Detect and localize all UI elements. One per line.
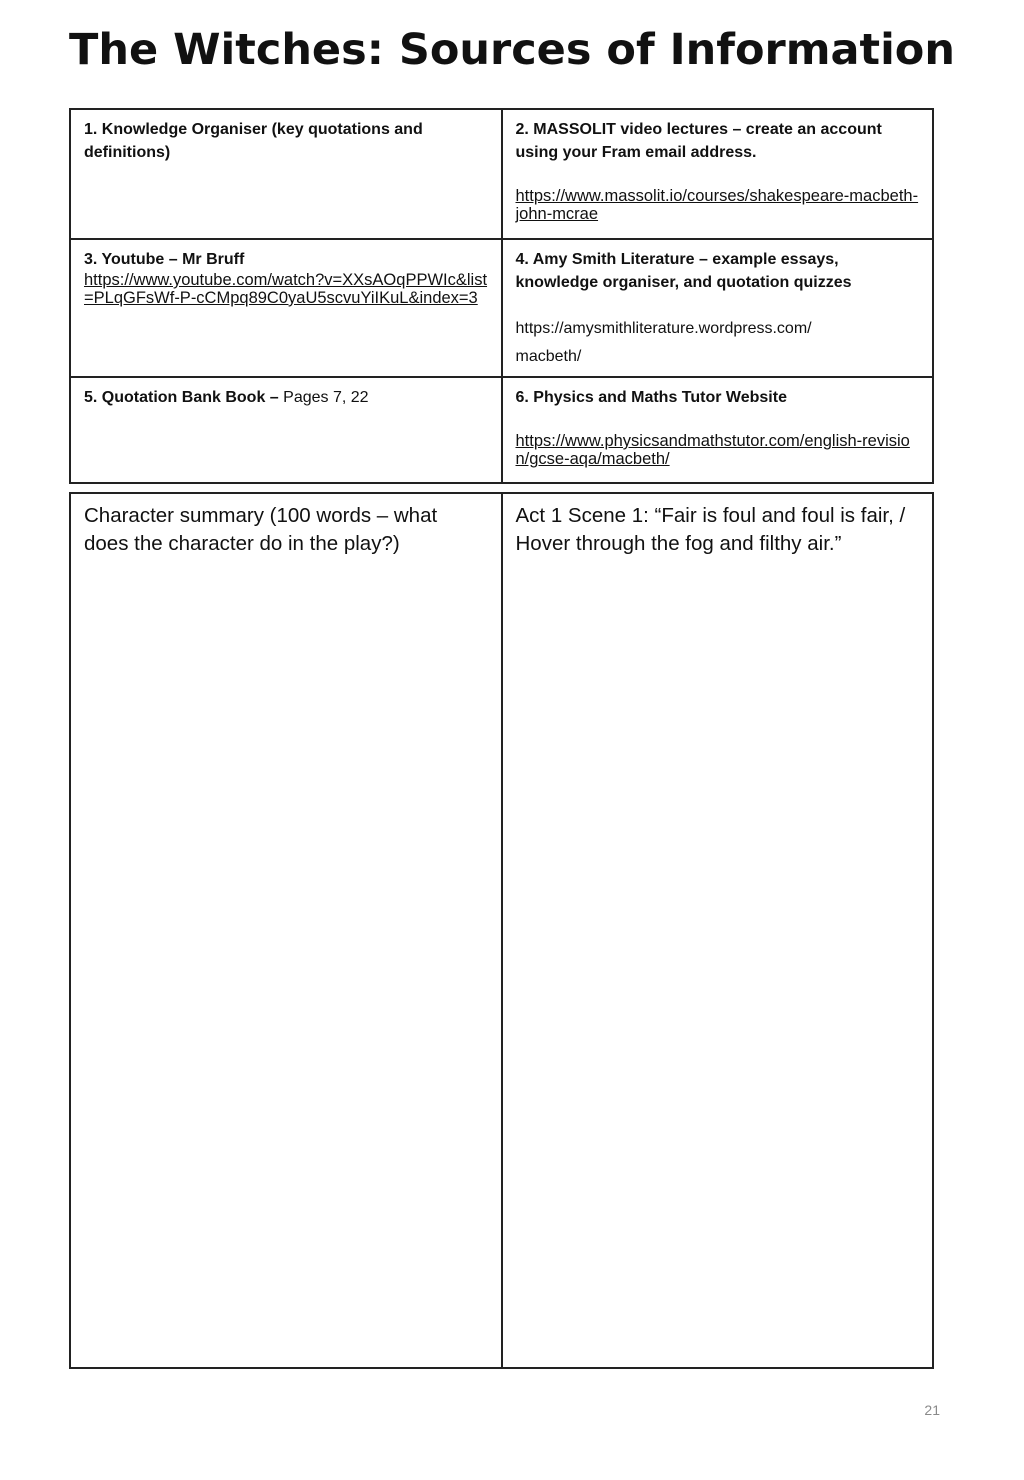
source-cell-quotation-bank bbox=[70, 377, 502, 483]
source-cell-pmt bbox=[502, 377, 934, 483]
source-heading: 5. Quotation Bank Book – bbox=[84, 389, 279, 406]
source-heading: 4. Amy Smith Literature – example essays, knowledge organiser, and quotation quizzes bbox=[515, 251, 852, 291]
pmt-link[interactable]: https://www.physicsandmathstutor.com/english-revision/gcse-aqa/macbeth/ bbox=[515, 432, 910, 468]
source-heading: 6. Physics and Maths Tutor Website bbox=[515, 389, 787, 406]
source-heading: 2. MASSOLIT video lectures – create an account using your Fram email address. bbox=[515, 121, 882, 161]
page-number: 21 bbox=[924, 1402, 940, 1418]
youtube-link[interactable]: https://www.youtube.com/watch?v=XXsAOqPPWIc&list=PLqGFsWf-P-cCMpq89C0yaU5scvuYiIKuL&index=3 bbox=[84, 271, 488, 307]
amy-smith-url-line2[interactable]: macbeth/ bbox=[515, 348, 582, 365]
source-heading: 3. Youtube – Mr Bruff bbox=[84, 251, 245, 268]
source-cell-youtube bbox=[70, 239, 502, 377]
character-summary-prompt: Character summary (100 words – what does the character do in the play?) bbox=[84, 504, 438, 555]
worksheet-row bbox=[70, 493, 933, 1368]
sources-row bbox=[70, 239, 933, 377]
source-cell-massolit bbox=[502, 109, 934, 239]
sources-row bbox=[70, 109, 933, 239]
act1-scene1-quotation: Act 1 Scene 1: “Fair is foul and foul is fair, / Hover through the fog and filthy air.” bbox=[515, 504, 906, 555]
page-title: The Witches: Sources of Information bbox=[69, 25, 955, 75]
worksheet-table bbox=[69, 492, 934, 1369]
source-heading: 1. Knowledge Organiser (key quotations and definitions) bbox=[84, 121, 423, 161]
massolit-link[interactable]: https://www.massolit.io/courses/shakespeare-macbeth-john-mcrae bbox=[515, 187, 919, 223]
sources-table bbox=[69, 108, 934, 484]
sources-row bbox=[70, 377, 933, 483]
source-cell-knowledge-organiser bbox=[70, 109, 502, 239]
source-cell-amy-smith bbox=[502, 239, 934, 377]
character-summary-box[interactable] bbox=[70, 493, 502, 1368]
amy-smith-url-line1[interactable]: https://amysmithliterature.wordpress.com/ bbox=[515, 320, 812, 337]
quotation-analysis-box[interactable] bbox=[502, 493, 934, 1368]
quotation-bank-pages: Pages 7, 22 bbox=[283, 389, 369, 406]
